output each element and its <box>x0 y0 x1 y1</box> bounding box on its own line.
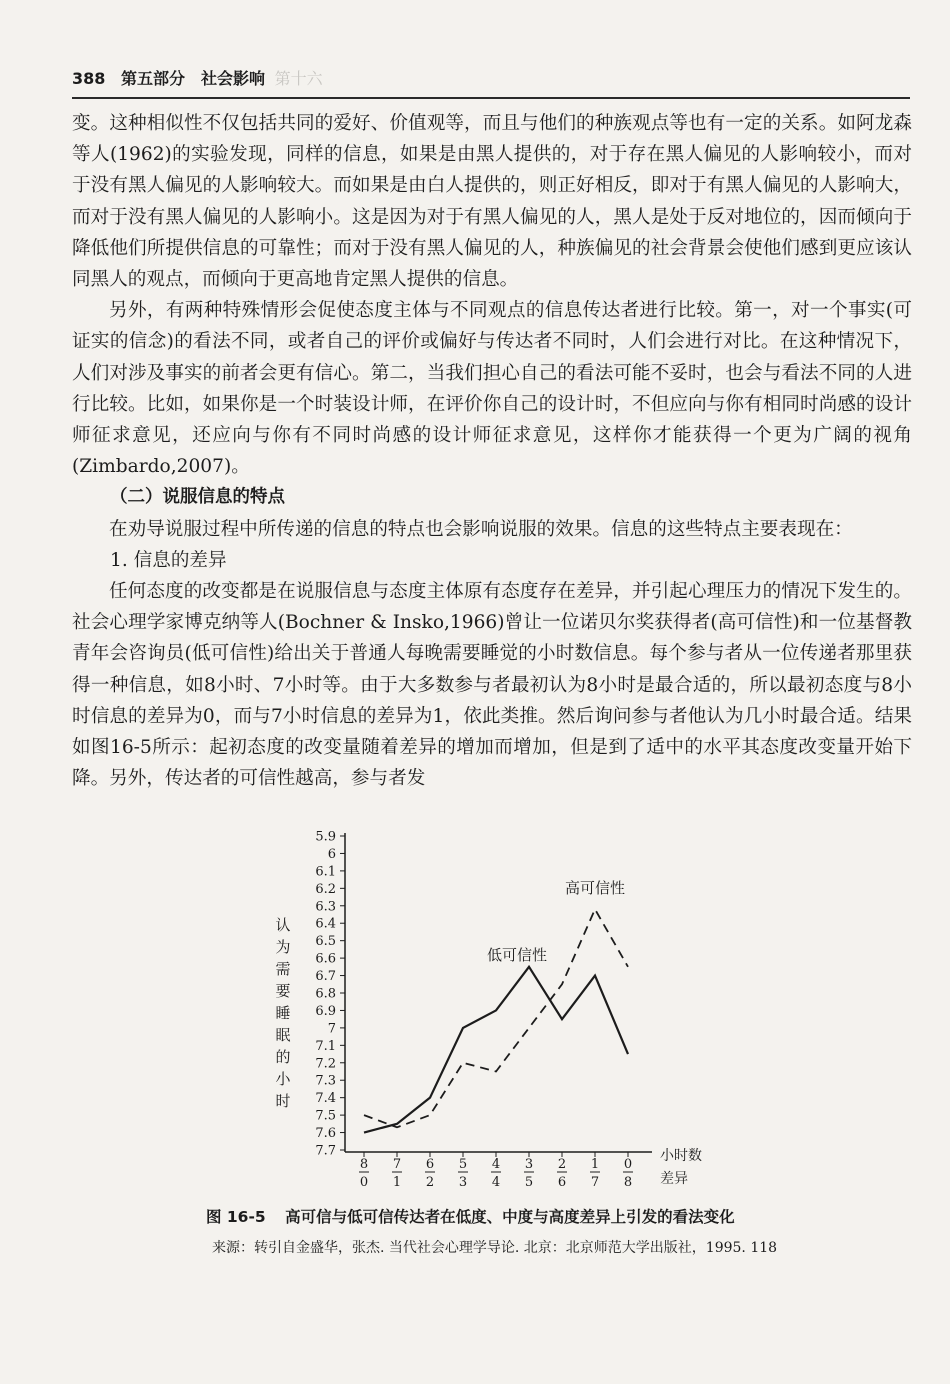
y-tick-label: 7 <box>327 1021 336 1037</box>
high-credibility-line <box>364 909 628 1127</box>
y-axis-label-char: 要 <box>275 982 291 1000</box>
x-tick-label-diff: 1 <box>392 1175 402 1190</box>
y-tick-label: 6.4 <box>315 916 336 932</box>
y-axis-label-group <box>275 916 291 1110</box>
x-axis-label-line1: 小时数 <box>660 1148 702 1164</box>
high-credibility-label: 高可信性 <box>565 879 626 897</box>
page-number: 388 <box>72 69 106 88</box>
y-tick-label: 6.8 <box>315 986 336 1002</box>
y-tick-label: 7.2 <box>315 1056 336 1072</box>
y-tick-label: 6.1 <box>315 864 336 880</box>
y-axis-label-char: 睡 <box>275 1004 291 1022</box>
x-tick-label-diff: 3 <box>458 1175 468 1190</box>
y-tick-label: 7.1 <box>315 1038 336 1054</box>
paragraph-2: 另外，有两种特殊情形会促使态度主体与不同观点的信息传达者进行比较。第一，对一个事实(可证实的信念)的看法不同，或者自己的评价或偏好与传达者不同时，人们会进行对比。在这种情况下，人们对涉及事实的前者会更有信心。第二，当我们担心自己的看法可能不妥时，也会与看法不同的人进行比较。比如，如果你是一个时装设计师，在评价你自己的设计时，不但应向与你有相同时尚感的设计师征求意见，还应向与你有不同时尚感的设计师征求意见，这样你才能获得一个更为广阔的视角(Zimbardo,2007)。 <box>72 300 912 478</box>
bleed-through-text: 第十六 <box>274 69 323 88</box>
x-tick-label-hours: 2 <box>557 1157 567 1172</box>
x-tick-label-diff: 5 <box>524 1175 534 1190</box>
low-credibility-line <box>364 967 628 1133</box>
y-tick-group <box>315 830 345 1159</box>
header-rule <box>72 97 910 99</box>
x-tick-label-diff: 4 <box>491 1175 501 1190</box>
y-tick-label: 6.3 <box>315 899 336 915</box>
x-tick-label-hours: 5 <box>458 1157 468 1172</box>
y-tick-label: 6.6 <box>315 951 336 967</box>
y-tick-label: 7.3 <box>315 1073 336 1089</box>
x-tick-label-hours: 7 <box>392 1157 402 1172</box>
x-tick-label-diff: 6 <box>557 1175 567 1190</box>
page-header <box>72 66 892 89</box>
y-axis-label-char: 的 <box>275 1048 291 1066</box>
paragraph-1: 变。这种相似性不仅包括共同的爱好、价值观等，而且与他们的种族观点等也有一定的关系。如阿龙森等人(1962)的实验发现，同样的信息，如果是由黑人提供的，对于存在黑人偏见的人影响较小，而对于没有黑人偏见的人影响较大。而如果是由白人提供的，则正好相反，即对于有黑人偏见的人影响大，而对于没有黑人偏见的人影响小。这是因为对于有黑人偏见的人，黑人是处于反对地位的，因而倾向于降低他们所提供信息的可靠性；而对于没有黑人偏见的人，种族偏见的社会背景会使他们感到更应该认同黑人的观点，而倾向于更高地肯定黑人提供的信息。 <box>72 113 912 291</box>
x-tick-label-hours: 3 <box>524 1157 534 1172</box>
y-axis-label-char: 需 <box>275 960 291 978</box>
y-tick-label: 7.4 <box>315 1091 336 1107</box>
y-tick-label: 6 <box>327 846 336 862</box>
x-tick-label-diff: 2 <box>425 1175 435 1190</box>
y-tick-label: 6.5 <box>315 934 336 950</box>
x-tick-label-hours: 1 <box>590 1157 600 1172</box>
y-axis-label-char: 为 <box>275 938 291 956</box>
x-tick-label-diff: 8 <box>623 1175 633 1190</box>
running-section-title: 第五部分 社会影响 <box>120 69 265 88</box>
x-tick-label-diff: 0 <box>359 1175 369 1190</box>
x-axis-label-line2: 差异 <box>660 1171 688 1187</box>
figure-title: 高可信与低可信传达者在低度、中度与高度差异上引发的看法变化 <box>285 1208 735 1226</box>
y-tick-label: 7.5 <box>315 1108 336 1124</box>
x-tick-label-hours: 4 <box>491 1157 501 1172</box>
figure-source: 来源：转引自金盛华，张杰. 当代社会心理学导论. 北京：北京师范大学出版社，1995. 118 <box>212 1240 778 1256</box>
x-tick-label-hours: 0 <box>623 1157 633 1172</box>
main-text <box>72 108 912 794</box>
paragraph-3: 在劝导说服过程中所传递的信息的特点也会影响说服的效果。信息的这些特点主要表现在： <box>109 518 853 540</box>
low-credibility-label: 低可信性 <box>487 946 548 964</box>
y-tick-label: 6.7 <box>315 969 336 985</box>
y-axis-label-char: 认 <box>275 916 291 934</box>
x-tick-label-diff: 7 <box>590 1175 600 1190</box>
x-tick-group <box>359 1152 633 1190</box>
section-heading: （二）说服信息的特点 <box>110 487 285 508</box>
x-tick-label-hours: 6 <box>425 1157 435 1172</box>
y-axis-label-char: 小 <box>275 1070 291 1088</box>
y-tick-label: 7.6 <box>315 1126 336 1142</box>
paragraph-4: 任何态度的改变都是在说服信息与态度主体原有态度存在差异，并引起心理压力的情况下发生的。社会心理学家博克纳等人(Bochner & Insko,1966)曾让一位诺贝尔奖获得者(高可信性)和一位基督教青年会咨询员(低可信性)给出关于普通人每晚需要睡觉的小时数信息。每个参与者从一位传递者那里获得一种信息，如8小时、7小时等。由于大多数参与者最初认为8小时是最合适的，所以最初态度与8小时信息的差异为0，而与7小时信息的差异为1，依此类推。然后询问参与者他认为几小时最合适。结果如图16-5所示：起初态度的改变量随着差异的增加而增加，但是到了适中的水平其态度改变量开始下降。另外，传达者的可信性越高，参与者发 <box>72 581 912 790</box>
y-tick-label: 6.2 <box>315 881 336 897</box>
y-axis-label-char: 时 <box>275 1092 291 1110</box>
figure-caption <box>206 1205 735 1227</box>
y-tick-label: 5.9 <box>315 829 336 845</box>
y-tick-label: 6.9 <box>315 1003 336 1019</box>
figure-number: 图 16-5 <box>206 1208 266 1226</box>
y-axis-label-char: 眠 <box>275 1026 291 1044</box>
subsection-heading: 1. 信息的差异 <box>110 549 227 571</box>
x-tick-label-hours: 8 <box>359 1157 369 1172</box>
y-tick-label: 7.7 <box>315 1143 336 1159</box>
